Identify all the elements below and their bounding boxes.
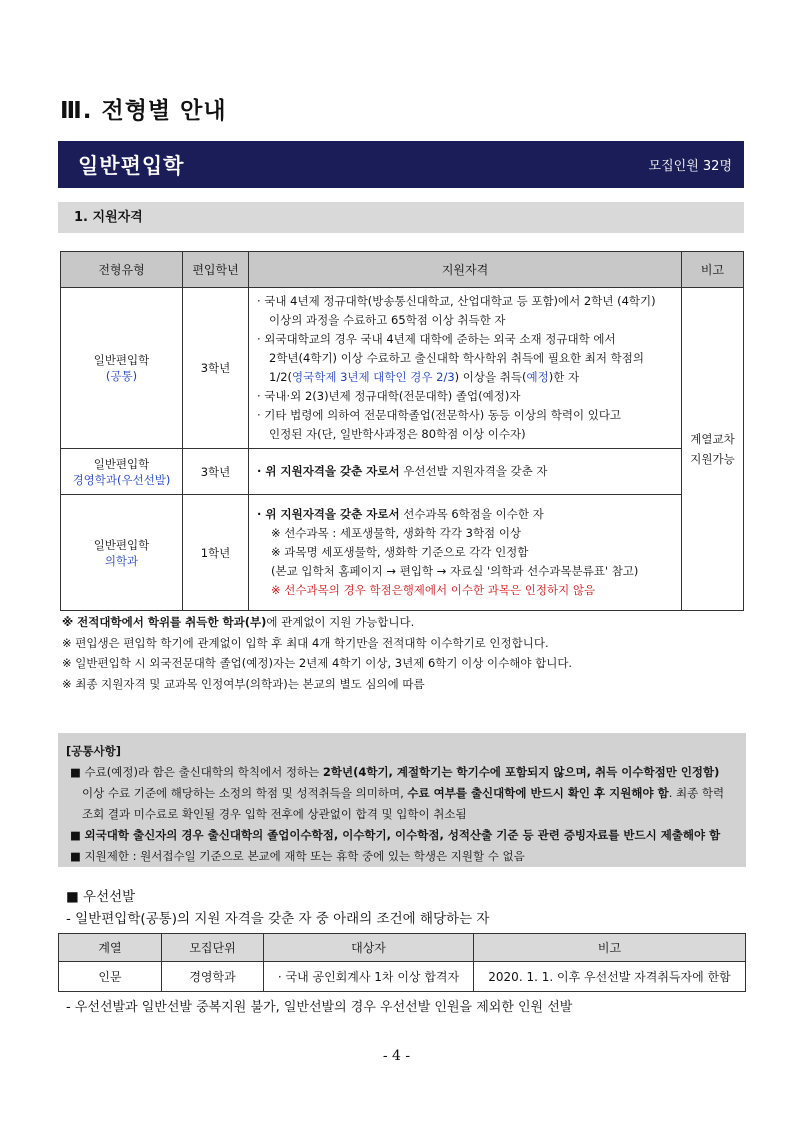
note-item — [62, 633, 572, 654]
common-info-box — [58, 733, 746, 867]
qualification-line — [257, 505, 675, 524]
qualification-line: 2학년(4학기) 이상 수료하고 출신대학 학사학위 취득에 필요한 최저 학점의 — [269, 351, 645, 365]
bold-span: 수료 여부를 출신대학에 반드시 확인 후 지원해야 함 — [407, 786, 669, 800]
common-title: [공통사항] — [66, 744, 121, 758]
priority-footnote: - 우선선발과 일반선발 중복지원 불가, 일반선발의 경우 우선선발 인원을 제외한 인원 선발 — [66, 1000, 573, 1015]
qualification-line: ※ 과목명 세포생물학, 생화학 기준으로 각각 인정함 — [271, 545, 529, 559]
priority-title: ■ 우선선발 — [66, 889, 136, 905]
note-text: ※ 최종 지원자격 및 교과목 인정여부(의학과)는 본교의 별도 심의에 따름 — [62, 676, 425, 691]
table-cell: 인문 — [59, 962, 162, 992]
qualification-line: · 국내 4년제 정규대학(방송통신대학교, 산업대학교 등 포함)에서 2학년 (4학기) — [257, 294, 656, 308]
header-cell: 지원자격 — [249, 252, 682, 288]
banner-quota: 모집인원 32명 — [648, 159, 732, 174]
qualification-line: 이상의 과정을 수료하고 65학점 이상 취득한 자 — [269, 313, 506, 327]
grade-cell: 3학년 — [183, 449, 249, 495]
text-span: 지원제한 : 원서접수일 기준으로 본교에 재학 또는 휴학 중에 있는 학생은 지원할 수 없음 — [84, 849, 525, 863]
qualification-line: ※ 선수과목 : 세포생물학, 생화학 각각 3학점 이상 — [271, 526, 522, 540]
table-row — [61, 449, 744, 495]
text-span: . 최종 학력 조회 결과 미수료로 확인될 경우 입학 전후에 상관없이 합격 및 입학이 취소됨 — [82, 786, 725, 821]
table-row — [61, 495, 744, 611]
note-line: 계열교차 — [690, 432, 735, 446]
program-banner — [58, 141, 744, 188]
square-bullet-icon: ■ — [70, 828, 81, 842]
type-cell — [61, 288, 183, 449]
priority-section — [66, 886, 489, 930]
subsection-title: 1. 지원자격 — [58, 202, 744, 233]
bold-span: 외국대학 출신자의 경우 출신대학의 졸업이수학점, 이수학기, 이수학점, 성적산출 기준 등 관련 증빙자료를 반드시 제출해야 함 — [84, 828, 721, 842]
priority-description: - 일반편입학(공통)의 지원 자격을 갖춘 자 중 아래의 조건에 해당하는 자 — [66, 911, 490, 927]
qualification-text: 선수과목 6학점을 이수한 자 — [399, 507, 544, 521]
header-cell: 대상자 — [264, 934, 474, 962]
qualification-line: ※ 선수과목의 경우 학점은행제에서 이수한 과목은 인정하지 않음 — [271, 583, 596, 597]
common-item — [66, 825, 734, 846]
text-span: )한 자 — [548, 370, 580, 384]
qualification-line: · 외국대학교의 경우 국내 4년제 대학에 준하는 외국 소재 정규대학 에서 — [257, 332, 616, 346]
type-sublabel: 의학과 — [104, 553, 139, 568]
header-cell: 편입학년 — [183, 252, 249, 288]
qualification-cell — [249, 449, 682, 495]
table-cell: 2020. 1. 1. 이후 우선선발 자격취득자에 한함 — [474, 962, 746, 992]
table-row — [61, 288, 744, 449]
note-cell — [682, 288, 744, 611]
table-cell: · 국내 공인회계사 1차 이상 합격자 — [264, 962, 474, 992]
header-cell: 전형유형 — [61, 252, 183, 288]
note-item — [62, 674, 572, 695]
qualification-line: · 기타 법령에 의하여 전문대학졸업(전문학사) 동등 이상의 학력이 있다고 — [257, 408, 622, 422]
qualification-cell — [249, 288, 682, 449]
text-span: 1/2( — [269, 370, 292, 384]
highlight-span: 예정 — [526, 370, 549, 384]
grade-cell: 1학년 — [183, 495, 249, 611]
header-cell: 비고 — [474, 934, 746, 962]
table-row — [59, 962, 746, 992]
note-item — [62, 612, 572, 633]
text-span: 수료(예정)라 함은 출신대학의 학칙에서 정하는 — [84, 765, 323, 779]
type-label: 일반편입학 — [93, 353, 150, 367]
qualification-text: 우선선발 지원자격을 갖춘 자 — [399, 464, 548, 478]
common-item — [66, 762, 734, 825]
qualification-line: · 국내·외 2(3)년제 정규대학(전문대학) 졸업(예정)자 — [257, 389, 521, 403]
common-item — [66, 846, 734, 867]
priority-table — [58, 933, 746, 992]
grade-cell: 3학년 — [183, 288, 249, 449]
text-span: ) 이상을 취득( — [454, 370, 527, 384]
qualification-bold: · 위 지원자격을 갖춘 자로서 — [257, 507, 400, 521]
header-cell: 계열 — [59, 934, 162, 962]
qualification-line: 인정된 자(단, 일반학사과정은 80학점 이상 이수자) — [269, 427, 526, 441]
eligibility-table — [60, 251, 744, 611]
qualification-cell — [249, 495, 682, 611]
section-title: Ⅲ. 전형별 안내 — [60, 98, 227, 124]
type-cell — [61, 449, 183, 495]
qualification-bold: · 위 지원자격을 갖춘 자로서 — [257, 464, 400, 478]
type-sublabel: 경영학과(우선선발) — [72, 472, 171, 487]
table-header-row — [61, 252, 744, 288]
type-cell — [61, 495, 183, 611]
note-bold: ※ 전적대학에서 학위를 취득한 학과(부) — [62, 615, 267, 629]
note-item — [62, 653, 572, 674]
text-span: 이상 수료 기준에 해당하는 소정의 학점 및 성적취득을 의미하며, — [82, 786, 408, 800]
note-text: 에 관계없이 지원 가능합니다. — [266, 615, 415, 629]
table-cell: 경영학과 — [162, 962, 264, 992]
qualification-line — [257, 368, 675, 387]
notes-list — [62, 612, 572, 694]
type-label: 일반편입학 — [93, 456, 150, 471]
note-text: ※ 편입생은 편입학 학기에 관계없이 입학 후 최대 4개 학기만을 전적대학 이수학기로 인정합니다. — [62, 635, 549, 650]
table-header-row — [59, 934, 746, 962]
highlight-span: 영국학제 3년제 대학인 경우 2/3 — [292, 370, 455, 384]
page-number: - 4 - — [382, 1048, 411, 1064]
header-cell: 비고 — [682, 252, 744, 288]
qualification-line: (본교 입학처 홈페이지 → 편입학 → 자료실 '의학과 선수과목분류표' 참고) — [271, 564, 639, 578]
square-bullet-icon: ■ — [70, 849, 81, 863]
bold-span: 2학년(4학기, 계절학기는 학기수에 포함되지 않으며, 취득 이수학점만 인정함) — [322, 765, 720, 779]
note-text: ※ 일반편입학 시 외국전문대학 졸업(예정)자는 2년제 4학기 이상, 3년제 6학기 이상 이수해야 합니다. — [62, 656, 573, 670]
note-line: 지원가능 — [690, 452, 735, 466]
type-sublabel: (공통) — [105, 369, 138, 383]
type-label: 일반편입학 — [93, 537, 150, 552]
square-bullet-icon: ■ — [70, 765, 81, 779]
banner-title: 일반편입학 — [78, 153, 185, 178]
header-cell: 모집단위 — [162, 934, 264, 962]
